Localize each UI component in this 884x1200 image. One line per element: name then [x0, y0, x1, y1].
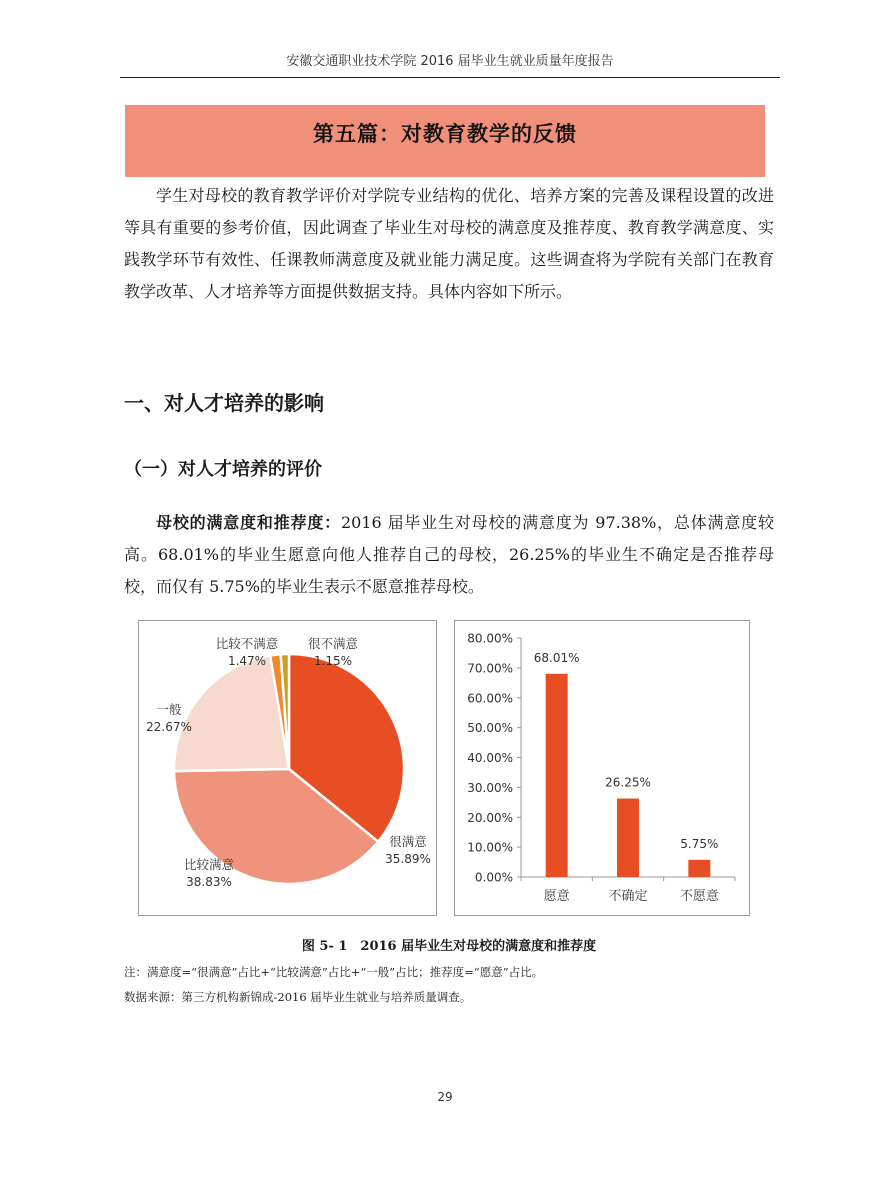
y-tick-label: 40.00%	[467, 751, 513, 765]
page-number: 29	[437, 1090, 453, 1104]
chapter-title: 第五篇：对教育教学的反馈	[313, 122, 577, 146]
y-tick-label: 50.00%	[467, 721, 513, 736]
y-tick-label: 20.00%	[467, 810, 513, 825]
header-rule	[120, 77, 780, 78]
finding-text: 2016 届毕业生对母校的满意度为 97.38%，总体满意度较高。68.01%的毕业生愿意向他人推荐自己的母校，26.25%的毕业生不确定是否推荐母校，而仅有 5.75%的毕业生表示不愿意推荐母校。	[124, 513, 774, 596]
y-tick-label: 10.00%	[467, 840, 513, 855]
bar-data-label: 5.75%	[680, 836, 719, 851]
bar-chart-frame	[454, 620, 750, 916]
pie-slice-2	[174, 656, 289, 772]
y-tick-label: 70.00%	[467, 661, 513, 676]
bar-2	[688, 860, 710, 877]
intro-paragraph	[124, 180, 774, 308]
intro-text: 学生对母校的教育教学评价对学院专业结构的优化、培养方案的完善及课程设置的改进等具有重要的参考价值，因此调查了毕业生对母校的满意度及推荐度、教育教学满意度、实践教学环节有效性、任课教师满意度及就业能力满足度。这些调查将为学院有关部门在教育教学改革、人才培养等方面提供数据支持。具体内容如下所示。	[124, 186, 774, 301]
bar-0	[546, 674, 568, 877]
y-tick-label: 30.00%	[467, 780, 513, 795]
bar-data-label: 68.01%	[533, 650, 580, 665]
pie-category-label: 比较满意	[183, 857, 235, 872]
pie-value-label: 38.83%	[186, 875, 232, 889]
finding-paragraph	[124, 507, 774, 603]
subsection-heading: （一）对人才培养的评价	[124, 459, 322, 480]
satisfaction-pie-chart	[139, 621, 436, 915]
bar-1	[617, 799, 639, 877]
figure-caption: 图 5- 1 2016 届毕业生对母校的满意度和推荐度	[301, 939, 597, 954]
x-category-label: 愿意	[543, 889, 570, 904]
running-header: 安徽交通职业技术学院 2016 届毕业生就业质量年度报告	[286, 54, 614, 69]
bar-data-label: 26.25%	[605, 775, 651, 790]
recommendation-bar-chart	[455, 621, 749, 915]
pie-category-label: 很满意	[389, 834, 427, 849]
x-category-label: 不愿意	[679, 889, 719, 904]
pie-value-label: 35.89%	[385, 852, 431, 866]
pie-category-label: 一般	[156, 702, 182, 717]
pie-value-label: 22.67%	[146, 720, 192, 734]
y-tick-label: 0.00%	[474, 870, 513, 885]
pie-value-label: 1.15%	[313, 654, 353, 668]
x-category-label: 不确定	[608, 889, 648, 904]
pie-value-label: 1.47%	[227, 654, 267, 668]
figure-note: 注：满意度=“很满意”占比+“比较满意”占比+“一般”占比；推荐度=“愿意”占比。	[124, 965, 544, 979]
figure-source: 数据来源：第三方机构新锦成-2016 届毕业生就业与培养质量调查。	[124, 990, 472, 1004]
section-heading: 一、对人才培养的影响	[124, 391, 324, 415]
y-tick-label: 80.00%	[467, 631, 513, 646]
pie-category-label: 很不满意	[307, 636, 359, 651]
pie-chart-frame	[138, 620, 437, 916]
y-tick-label: 60.00%	[467, 691, 513, 706]
pie-category-label: 比较不满意	[215, 636, 279, 651]
finding-lead: 母校的满意度和推荐度：	[156, 513, 341, 532]
